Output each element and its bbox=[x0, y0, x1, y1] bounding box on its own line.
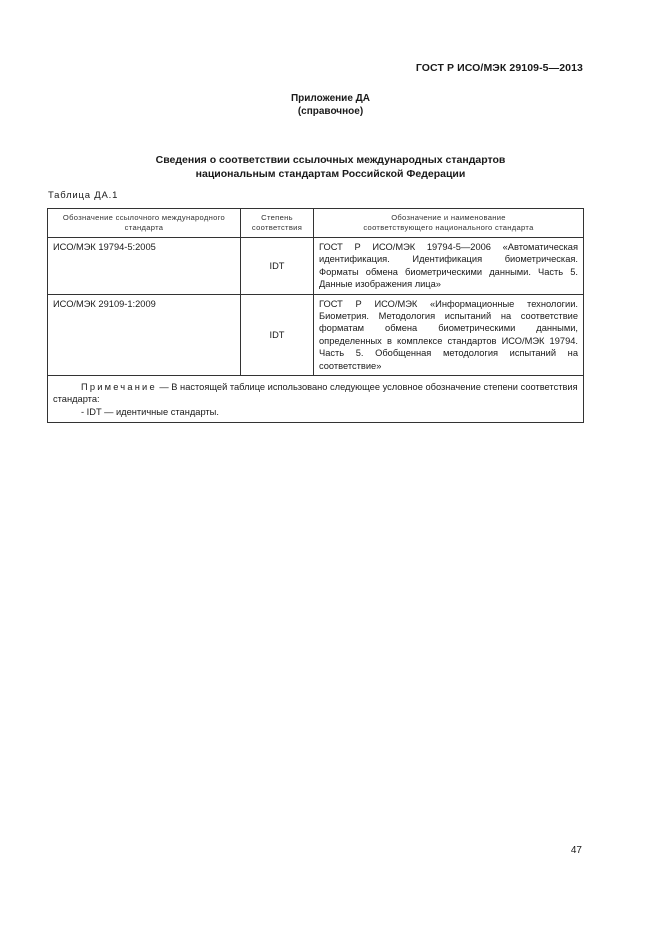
page-number: 47 bbox=[570, 845, 582, 856]
column-header-line: соответствующего национального стандарта bbox=[363, 223, 534, 232]
national-standard-cell: ГОСТ Р ИСО/МЭК «Информационные технологии. Биометрия. Методология испытаний на соответствие форматам обмена биометрическими данными, определенных в комплексе стандартов ИСО/МЭК 19794. Часть 5. Обобщенная методология испытаний на соответствие» bbox=[314, 294, 584, 375]
annex-subtitle: (справочное) bbox=[297, 106, 364, 117]
note-text bbox=[53, 381, 578, 406]
column-header-line: Обозначение и наименование bbox=[391, 213, 506, 222]
table-header-row bbox=[48, 209, 584, 238]
annex-heading bbox=[0, 92, 661, 118]
correspondence-table bbox=[47, 208, 584, 423]
standard-code-header: ГОСТ Р ИСО/МЭК 29109-5—2013 bbox=[415, 62, 583, 74]
column-header-intl-standard bbox=[48, 209, 241, 238]
column-header-line: Обозначение ссылочного международного bbox=[62, 213, 226, 222]
table-row bbox=[48, 294, 584, 375]
table-row bbox=[48, 238, 584, 295]
table-caption: Таблица ДА.1 bbox=[48, 190, 119, 201]
table-note-row bbox=[48, 376, 584, 423]
table-note bbox=[48, 376, 584, 423]
column-header-national-standard bbox=[314, 209, 584, 238]
section-title-line2: национальным стандартам Российской Федерации bbox=[195, 168, 466, 180]
column-header-line: соответствия bbox=[251, 223, 303, 232]
national-standard-cell: ГОСТ Р ИСО/МЭК 19794-5—2006 «Автоматическая идентификация. Идентификация биометрическая. Форматы обмена биометрическими данными. Часть 5. Данные изображения лица» bbox=[314, 238, 584, 295]
note-body: — В настоящей таблице использовано следующее условное обозначение степени соответствия стандарта: bbox=[53, 382, 578, 405]
degree-cell: IDT bbox=[241, 294, 314, 375]
section-title bbox=[0, 153, 661, 181]
note-item: - IDT — идентичные стандарты. bbox=[81, 406, 219, 417]
section-title-line1: Сведения о соответствии ссылочных международных стандартов bbox=[155, 154, 506, 166]
column-header-line: стандарта bbox=[124, 223, 164, 232]
column-header-degree bbox=[241, 209, 314, 238]
column-header-line: Степень bbox=[261, 213, 293, 222]
intl-standard-cell: ИСО/МЭК 29109-1:2009 bbox=[48, 294, 241, 375]
intl-standard-cell: ИСО/МЭК 19794-5:2005 bbox=[48, 238, 241, 295]
annex-title: Приложение ДА bbox=[290, 93, 371, 104]
degree-cell: IDT bbox=[241, 238, 314, 295]
note-label: Примечание bbox=[81, 382, 157, 393]
